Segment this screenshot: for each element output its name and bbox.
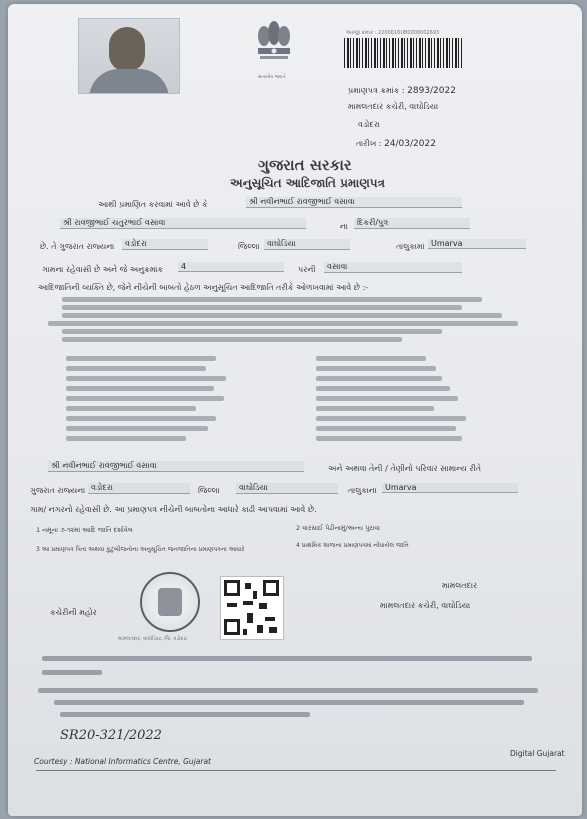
state-emblem-icon <box>252 18 296 72</box>
office-city: વડોદરા <box>358 120 380 129</box>
footer-brand: Digital Gujarat <box>510 749 565 758</box>
serial-number-field: 4 <box>178 262 284 272</box>
lower-taluka-field: વાઘોડિયા <box>236 483 338 494</box>
signatory-title: મામલતદાર <box>442 581 478 590</box>
lower-taluka-label: તાલુકાના <box>348 486 377 495</box>
lower-village-field: Umarva <box>382 483 518 493</box>
government-title: ગુજરાત સરકાર <box>258 156 352 174</box>
father-name-field: શ્રી રાવજીભાઈ ચતુરભાઈ વસાવા <box>60 218 306 229</box>
qr-code <box>220 576 284 640</box>
office-seal-label: કચેરીની મહોર <box>50 608 97 617</box>
intro-text: આથી પ્રમાણિત કરવામાં આવે છે કે <box>98 200 208 209</box>
handwritten-reference: SR20-321/2022 <box>60 728 162 743</box>
village-field: Umarva <box>428 239 526 249</box>
certificate-number-label: પ્રમાણપત્ર ક્રમાંક : <box>348 86 405 95</box>
residence-label: ગામના રહેવાસી છે અને જે અનુક્રમાંક <box>42 265 164 274</box>
tribe-field: વસાવા <box>324 262 462 273</box>
district-field: વડોદરા <box>122 239 208 250</box>
lower-applicant-name: શ્રી નવીનભાઈ રાવજીભાઈ વસાવા <box>48 461 304 472</box>
certificate-title: અનુસૂચિત આદિજાતિ પ્રમાણપત્ર <box>230 176 385 190</box>
date-label: તારીખ : <box>356 139 382 148</box>
applicant-name-field: શ્રી નવીનભાઈ રાવજીભાઈ વસાવા <box>246 197 462 208</box>
footer-courtesy: Courtesy : National Informatics Centre, Gujarat <box>34 757 211 766</box>
notified-text: આદિજાતિની વ્યક્તિ છે, જેને નીચેની બાબતો હેઠળ અનુસૂચિત આદિજાતિ તરીકે ઓળખવામાં આવે છે :- <box>38 283 369 292</box>
basis-item-3: 3 આ પ્રમાણપત્ર પિતા અથવા કુટુંબીજનોના અનુસૂચિત જનજાતિના પ્રમાણપત્રના આધારે <box>36 546 245 553</box>
emblem-caption: સત્યમેવ જયતે <box>258 75 286 80</box>
certificate-number: 2893/2022 <box>407 86 456 96</box>
barcode <box>344 38 462 68</box>
taluka-field: વાઘોડિયા <box>264 239 350 250</box>
family-suffix: અને અથવા તેની / તેણીનો પરિવાર સામાન્ય રીતે <box>328 464 482 473</box>
signatory-office: મામલતદાર કચેરી, વાઘોડિયા <box>380 601 471 610</box>
taluka-label: તાલુકામાં <box>396 242 425 251</box>
basis-item-4: 4 પ્રાથમિક શાળાના પ્રમાણપત્રમાં નોંધાયેલ જાતિ <box>296 542 409 549</box>
state-prefix: છે. તે ગુજરાત રાજ્યના <box>40 242 115 251</box>
office-name: મામલતદાર કચેરી, વાઘોડિયા <box>348 102 439 111</box>
lower-state-label: ગુજરાત રાજ્યના <box>30 486 86 495</box>
footer-divider <box>36 770 556 771</box>
district-label: જિલ્લા <box>238 242 260 251</box>
relation-field: દિકરી/પુત્ર <box>354 218 470 229</box>
office-seal-stamp <box>140 572 200 632</box>
lower-district-label: જિલ્લા <box>198 486 220 495</box>
basis-item-2: 2 વારસાઈ પેઢીનામું/અન્ય પુરાવા <box>296 524 380 532</box>
basis-item-1: 1 નમૂના ૭-૧૨માં આદિ જાતિ દર્શાવેલ <box>36 526 133 534</box>
applicant-photo <box>78 18 180 94</box>
stamp-text: મામલતદાર, વાઘોડિયા, જિ. વડોદરા <box>118 636 188 642</box>
lower-district-field: વડોદરા <box>88 483 190 494</box>
certificate-paper <box>8 4 582 816</box>
na-label: ના <box>340 222 348 231</box>
village-line: ગામ/ નગરનો રહેવાસી છે. આ પ્રમાણપત્ર નીચેની બાબતોના આધારે કાઢી આપવામાં આવે છે. <box>30 505 317 514</box>
tribe-prefix: પરની <box>298 265 316 274</box>
issue-date: 24/03/2022 <box>384 139 436 149</box>
application-number: અરજી ક્રમાંક : 2200016UB0000002693 <box>346 30 440 36</box>
